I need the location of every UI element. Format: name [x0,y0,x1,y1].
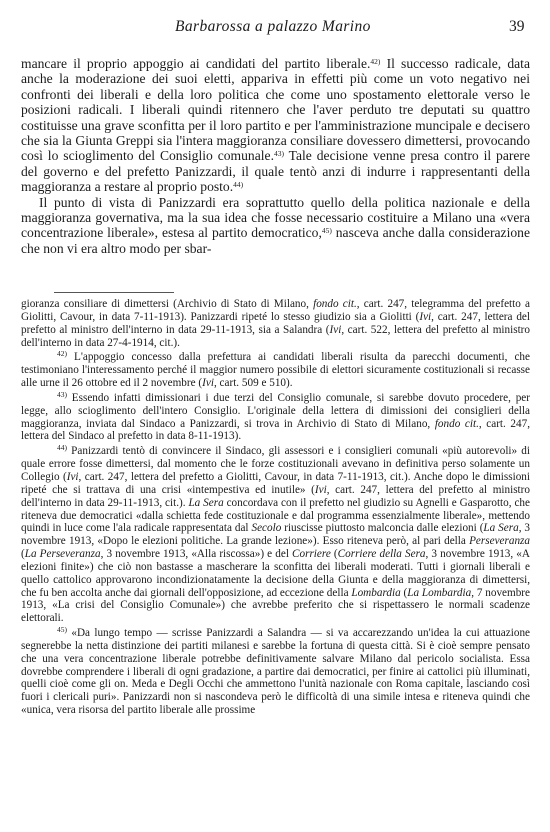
text-run: nasceva anche dalla considerazione che non vi era altro modo per sbar- [21,225,530,256]
text-run: Panizzardi tentò di convincere il Sindaco, gli assessori e i consiglieri comunali «più autorevoli» di quale errore fosse dimettersi, dal momento che le forze costituzionali avevano in definitiva perso solamente un Collegio ( [21,445,530,483]
text-run: «Da lungo tempo — scrisse Panizzardi a Salandra — si va accarezzando un'idea la cui attuazione segnerebbe la netta distinzione dei partiti milanesi e sarebbe la fortuna di questa città. Si è cioè sempre pensato che una vera concentrazione liberale potrebbe definitivamente salvare Milano dal pericolo socialista. Essa dovrebbe comprendere i liberali di ogni gradazione, a partire dai democratici, per finire ai cattolici più illuminati, quelli cioè come gli on. Meda e Degli Occhi che ammettono l'unità nazionale con Roma capitale, lasciando così fuori i clericali puri». Panizzardi non si nascondeva però le difficoltà di una simile intesa e riteneva quindi che «unica, vera risorsa del partito liberale alle prossime [21,627,530,717]
running-title: Barbarossa a palazzo Marino [175,18,371,35]
text-run: Essendo infatti dimissionari i due terzi del Consiglio comunale, si sarebbe dovuto procedere, per legge, allo scioglimento dell'intero Consiglio. L'originale della lettera di dimissioni dei consiglieri della maggioranza, inviata dal Sindaco a Panizzardi, si trova in Archivio di Stato di Milano, [21,391,530,430]
text-run: , cart. 247, lettera del prefetto a Giolitti, Cavour, in data 7-11-1913, cit.). Anche dopo le dimissioni ripeté che si trattava di una crisi «intempestiva ed inutile» ( [21,470,530,496]
italic-run: Corriere [292,548,331,561]
footnote-ref-44: 44) [233,180,244,190]
italic-run: fondo cit. [313,298,357,310]
footnote-ref-42: 42) [370,57,381,66]
text-run: gioranza consiliare di dimettersi (Archivio di Stato di Milano, [21,298,314,310]
page-number: 39 [509,18,525,35]
footnote-continuation [21,298,530,349]
footnote-label: 42) [57,349,67,359]
text-run: , 3 novembre 1913, «Alla riscossa») e del [100,548,293,561]
footnote-ref-43: 43) [273,149,284,159]
text-run: L'appoggio concesso dalla prefettura ai candidati liberali risulta da parecchi documenti, che testimoniano l'interessamento perché il maggior numero possibile di elettori sicuramente costituzionali si recasse alle urne il 26 ottobre ed il 2 novembre ( [21,351,530,390]
italic-run: Lombardia [351,586,401,599]
text-run: ( [330,548,338,561]
text-run: , cart. 509 e 510). [213,377,293,390]
italic-run: fondo cit. [434,417,479,430]
text-run: , cart. 247, lettera del Sindaco al prefetto in data 8-11-1913). [21,417,530,443]
text-run: , 3 novembre 1913, «Dopo le elezioni politiche. La grande lezione»). Esso riteneva però, al pari della [21,522,531,548]
text-run: Il punto di vista di Panizzardi era soprattutto quello della politica nazionale e della maggioranza governativa, ma la sua idea che fosse necessario costituire a Milano una «vera concentrazione liberale», estesa al partito democratico, [21,194,530,241]
italic-run: La Sera [188,496,224,509]
footnote-45 [21,627,530,717]
text-run: Tale decisione venne presa contro il parere del governo e del prefetto Panizzardi, il quale tentò anzi di indurre i rappresentanti della maggioranza a restare al proprio posto. [21,148,530,195]
footnote-44 [21,445,530,625]
footnote-42 [21,351,530,390]
italic-run: Perseveranza [469,535,530,548]
text-run: , cart. 522, lettera del prefetto al ministro dell'interno in data 27-4-1914, cit.). [21,323,530,349]
text-run: concordava con il prefetto nel giudizio su Agnelli e Gasparotto, che riteneva due democratici «dalla schietta fede costituzionale e dal programma essenzialmente liberale», mettendo quindi in luce come l'ala radicale rappresentata dal [21,496,530,535]
italic-run: Ivi [66,470,79,483]
footnote-label: 43) [57,389,67,399]
italic-run: La Perseveranza [24,548,101,561]
italic-run: Ivi [329,323,342,336]
text-run: Il successo radicale, data anche la moderazione dei suoi eletti, appariva in effetti più come un voto negativo nei confronti dei liberali e della loro politica che come uno spostamento elettorale verso le posizioni radicali. I liberali quindi ritennero che l'aver perduto tre deputati su quattro costituisse una grave sconfitta per il loro partito e per l'amministrazione muncipale e decisero che sia la Giunta Greppi sia l'intera maggioranza consiliare dovessero dimettersi, provocando così lo scioglimento del Consiglio comunale. [21,56,530,164]
footnote-ref-45: 45) [321,226,332,236]
main-text [21,56,530,256]
footnote-43 [21,389,530,443]
footnotes [21,298,530,719]
italic-run: La Sera [483,522,519,535]
italic-run: Ivi [314,483,327,496]
italic-run: La Lombardia [407,586,472,599]
italic-run: Ivi [202,377,214,390]
page-header [0,18,550,40]
italic-run: Secolo [251,522,282,535]
text-run: , 7 novembre 1913, «La crisi del Consiglio Comunale») che avrebbe preferito che si rispettassero le normali scadenze elettorali. [21,586,530,625]
text-run: ( [21,548,25,561]
italic-run: Ivi [419,310,432,323]
footnote-label: 45) [57,625,67,635]
paragraph [21,195,530,257]
text-run: ( [400,586,408,599]
text-run: , cart. 247, telegramma del prefetto a Giolitti, Cavour, in data 7-11-1913). Panizzardi ripeté lo stesso giudizio sia a Giolitti ( [21,298,530,323]
text-run: mancare il proprio appoggio ai candidati del partito liberale. [21,56,371,71]
text-run: , cart. 247, lettera del prefetto al ministro dell'interno in data 29-11-1913, cit.). [21,483,530,509]
text-run: riuscisse piuttosto malconcia dalle elezioni ( [281,522,484,535]
italic-run: Corriere della Sera [337,548,426,561]
text-run: , 3 novembre 1913, «A elezioni finite») che ciò non bastasse a mascherare la sconfitta dei liberali moderati. Tutti i giornali liberali e quello cattolico approvarono incondizionatamente la decisione della Giunta e della maggioranza di dimettersi, che fu ben accolta anche dai giornali dell'opposizione, ad eccezione della [21,548,530,599]
footnote-separator [54,292,174,293]
footnote-label: 44) [57,443,67,453]
text-run: , cart. 247, lettera del prefetto al ministro dell'interno in data 29-11-1913, sia a Salandra ( [21,310,530,336]
paragraph [21,56,530,195]
